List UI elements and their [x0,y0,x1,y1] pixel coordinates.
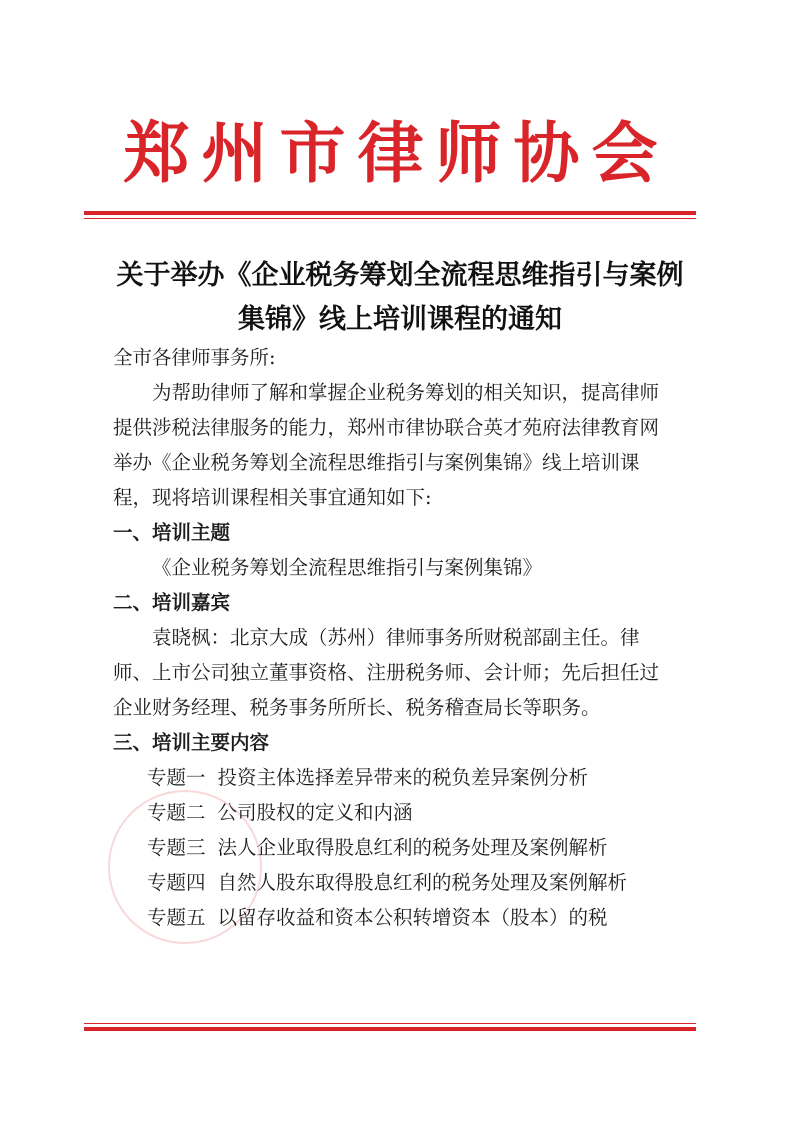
org-letterhead: 郑州市律师协会 [123,114,670,192]
topic-item [113,795,673,830]
topic-text: 公司股权的定义和内涵 [217,801,413,824]
notice-body [113,340,673,935]
topic-label: 专题一 [147,766,206,789]
topic-label: 专题三 [147,836,206,859]
topic-item [113,900,673,935]
section-1-content: 《企业税务筹划全流程思维指引与案例集锦》 [152,556,543,579]
topic-text: 投资主体选择差异带来的税负差异案例分析 [217,766,589,789]
section-2-content: 袁晓枫：北京大成（苏州）律师事务所财税部副主任。律师、上市公司独立董事资格、注册税务师、会计师；先后担任过企业财务经理、税务事务所所长、税务稽查局长等职务。 [113,626,660,719]
topic-text: 以留存收益和资本公积转增资本（股本）的税 [217,906,608,929]
topic-label: 专题二 [147,801,206,824]
topic-text: 自然人股东取得股息红利的税务处理及案例解析 [217,871,628,894]
title-line-2: 集锦》线上培训课程的通知 [238,304,562,335]
section-1-heading: 一、培训主题 [113,521,231,544]
title-line-1: 关于举办《企业税务筹划全流程思维指引与案例 [116,260,684,291]
topic-text: 法人企业取得股息红利的税务处理及案例解析 [217,836,608,859]
letterhead-divider [84,211,696,219]
topic-item [113,830,673,865]
section-3-heading: 三、培训主要内容 [113,731,270,754]
salutation: 全市各律师事务所: [113,346,276,369]
topic-label: 专题四 [147,871,206,894]
footer-divider [84,1023,696,1031]
topic-label: 专题五 [147,906,206,929]
topic-item [113,760,673,795]
intro-paragraph: 为帮助律师了解和掌握企业税务筹划的相关知识，提高律师提供涉税法律服务的能力，郑州市律协联合英才苑府法律教育网举办《企业税务筹划全流程思维指引与案例集锦》线上培训课程，现将培训课程相关事宜通知如下: [113,381,660,509]
section-2-heading: 二、培训嘉宾 [113,591,231,614]
notice-title [100,254,700,342]
topic-item [113,865,673,900]
